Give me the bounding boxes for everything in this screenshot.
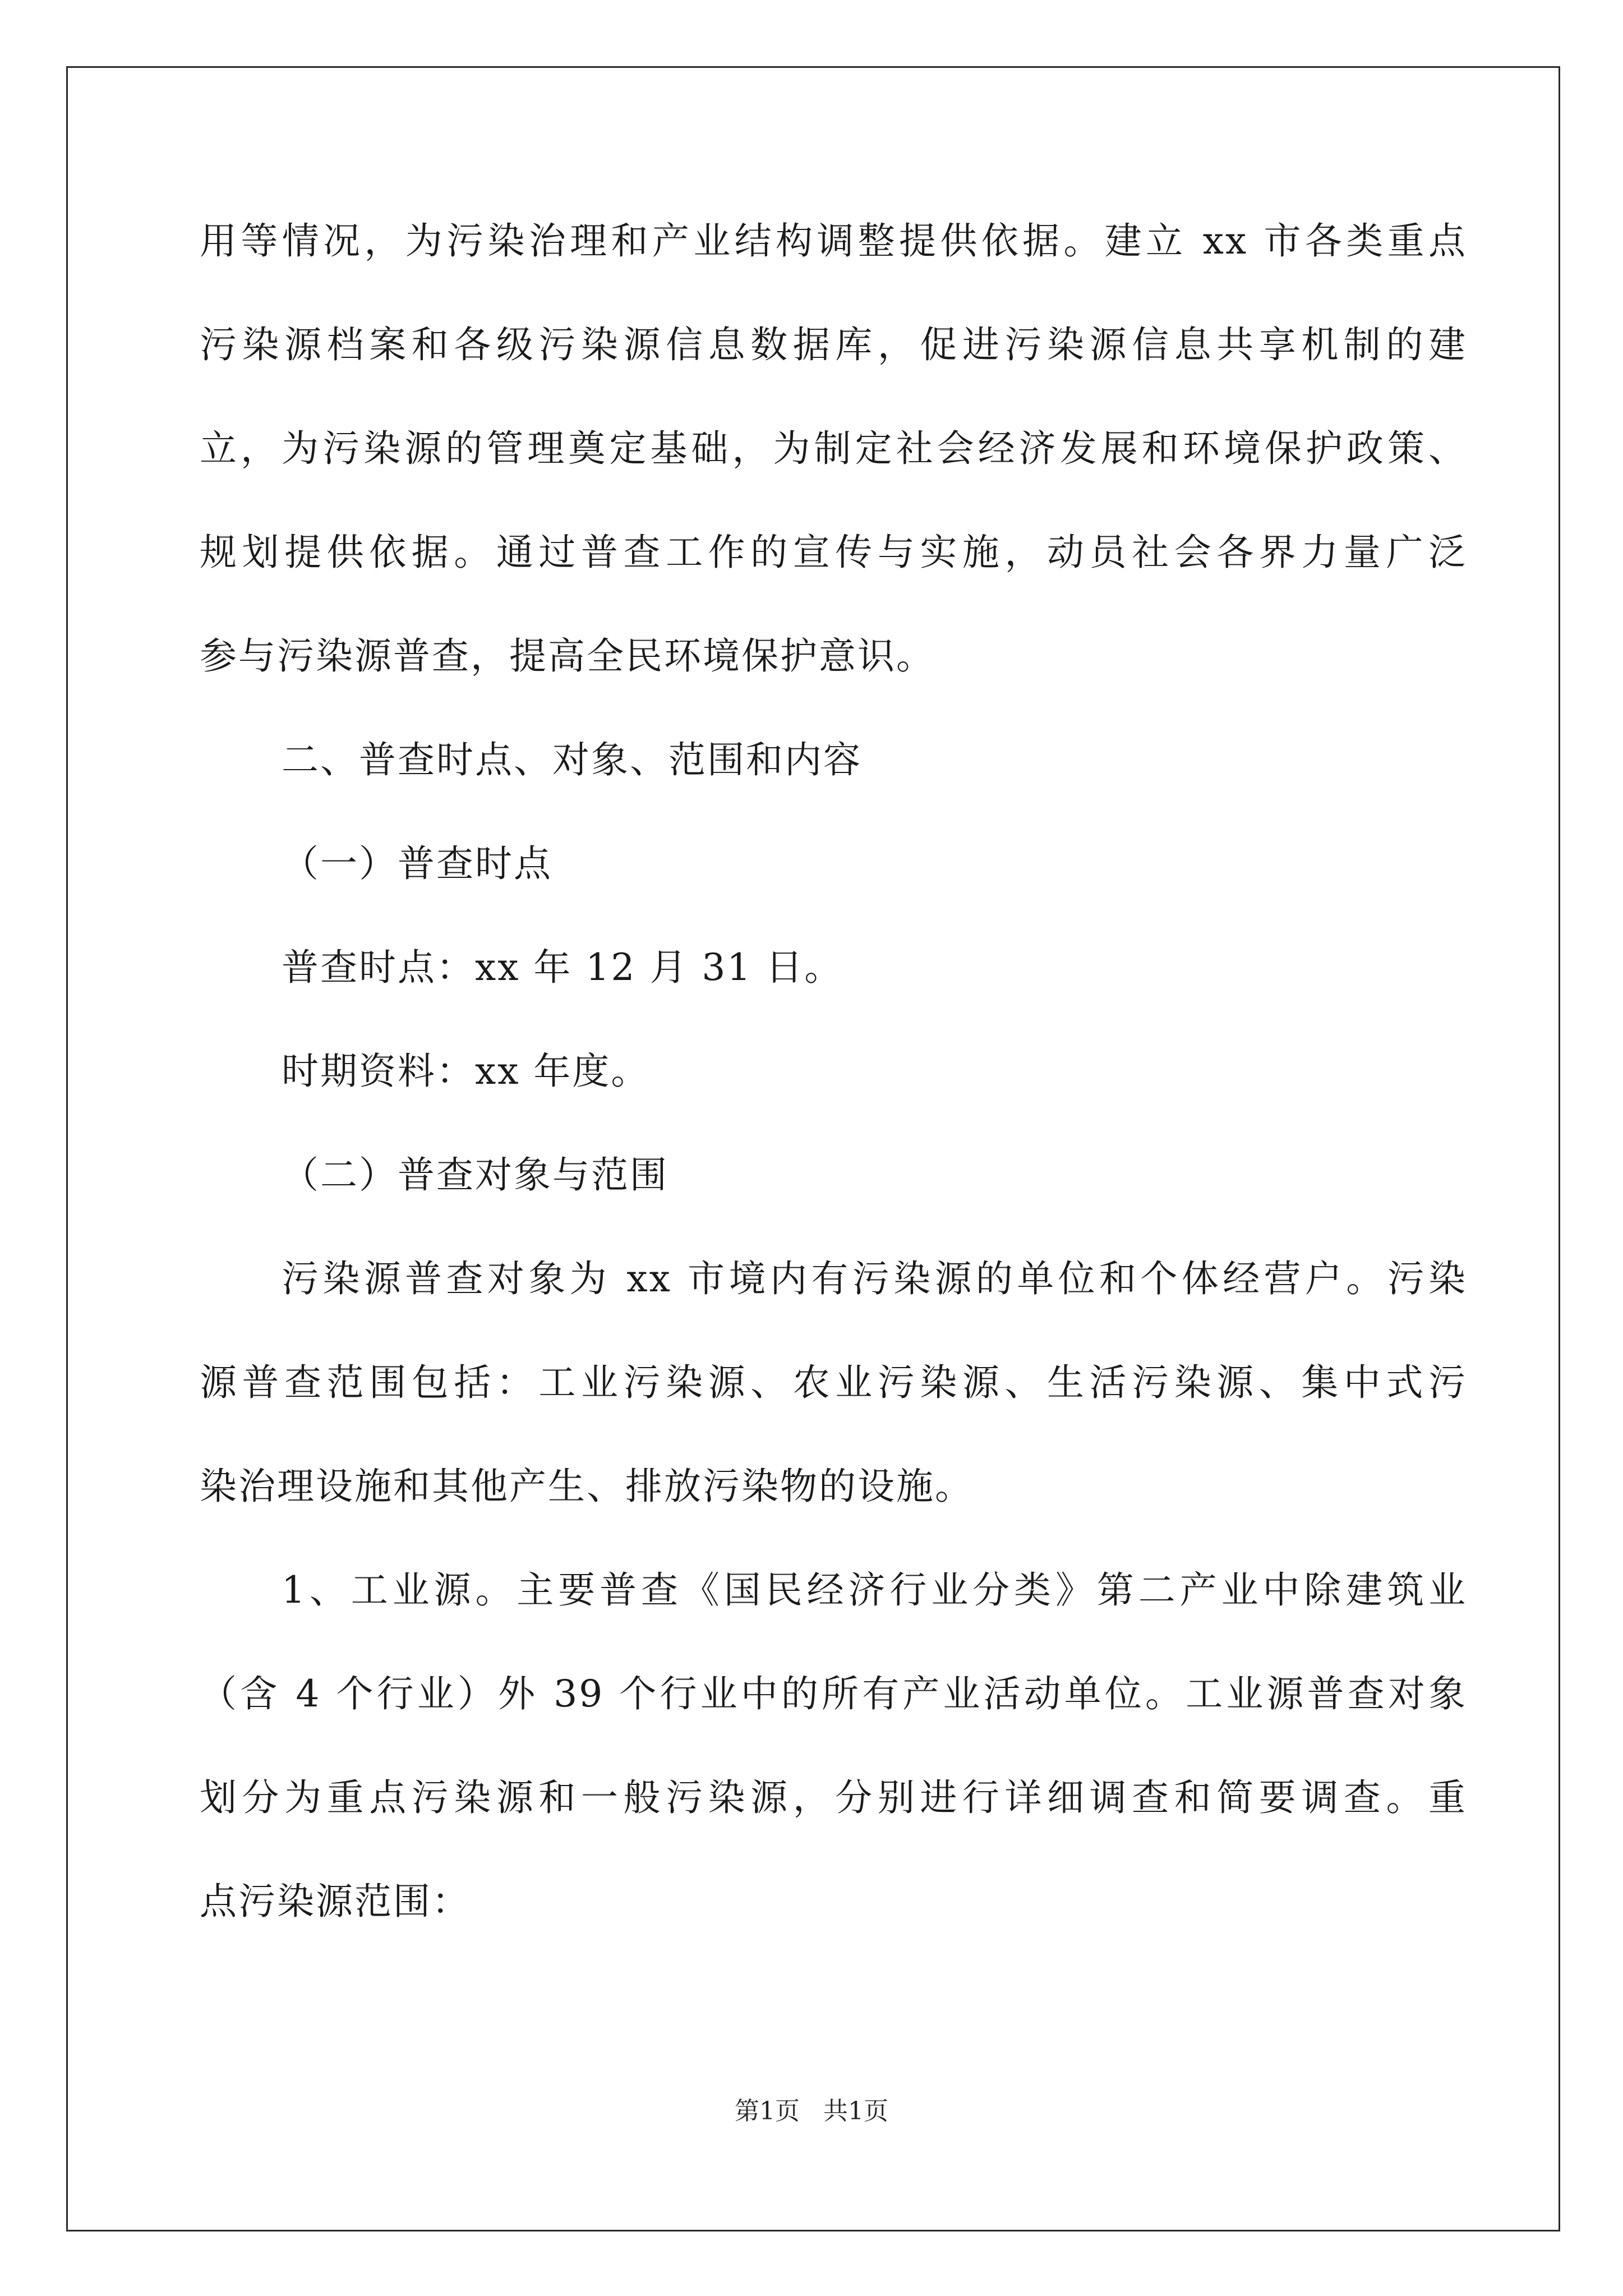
- text-line: 普查时点：xx 年 12 月 31 日。: [282, 946, 843, 989]
- text-line: （含 4 个行业）外 39 个行业中的所有产业活动单位。工业源普查对象: [200, 1672, 1467, 1715]
- text-line: 点污染源范围：: [200, 1880, 471, 1923]
- section-heading: 二、普查时点、对象、范围和内容: [282, 738, 862, 781]
- text-line: 时期资料：xx 年度。: [282, 1050, 650, 1093]
- text-line: 源普查范围包括：工业污染源、农业污染源、生活污染源、集中式污: [200, 1361, 1467, 1404]
- subsection-heading: （二）普查对象与范围: [282, 1153, 668, 1197]
- subsection-heading: （一）普查时点: [282, 842, 552, 885]
- text-line: 立，为污染源的管理奠定基础，为制定社会经济发展和环境保护政策、: [200, 427, 1467, 470]
- text-line: 划分为重点污染源和一般污染源，分别进行详细调查和简要调查。重: [200, 1776, 1467, 1819]
- text-line: 用等情况，为污染治理和产业结构调整提供依据。建立 xx 市各类重点: [200, 219, 1467, 263]
- text-line: 污染源档案和各级污染源信息数据库，促进污染源信息共享机制的建: [200, 323, 1467, 366]
- text-line: 参与污染源普查，提高全民环境保护意识。: [200, 634, 935, 678]
- text-line: 染治理设施和其他产生、排放污染物的设施。: [200, 1465, 974, 1508]
- page-footer: 第1页 共1页: [735, 2097, 888, 2125]
- text-line: 1、工业源。主要普查《国民经济行业分类》第二产业中除建筑业: [282, 1568, 1467, 1612]
- text-line: 规划提供依据。通过普查工作的宣传与实施，动员社会各界力量广泛: [200, 531, 1467, 574]
- text-line: 污染源普查对象为 xx 市境内有污染源的单位和个体经营户。污染: [282, 1257, 1467, 1300]
- document-body: [200, 213, 1467, 1977]
